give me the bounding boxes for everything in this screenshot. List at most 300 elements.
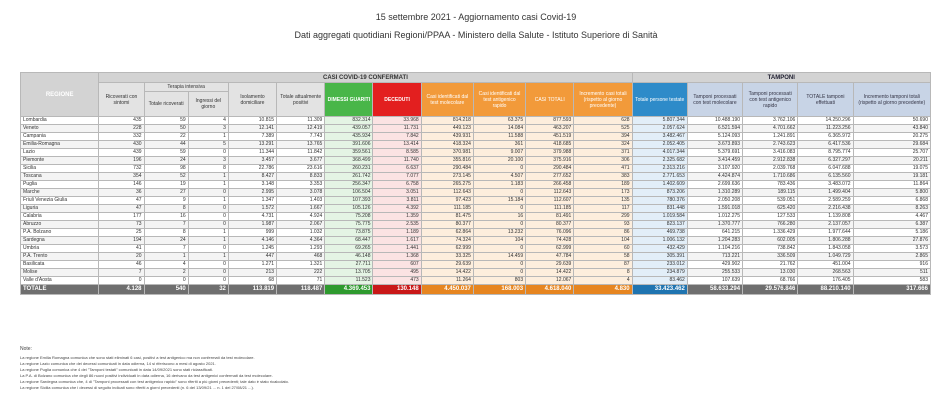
table-cell: 41 <box>99 245 144 253</box>
table-cell: 19.075 <box>853 165 930 173</box>
table-cell: 11.740 <box>373 157 421 165</box>
table-cell: 439.057 <box>325 125 373 133</box>
table-cell: 20.275 <box>853 133 930 141</box>
region-name-cell: Lombardia <box>21 117 99 125</box>
table-cell: 355.816 <box>421 157 473 165</box>
table-cell: 6.327.297 <box>798 157 853 165</box>
table-cell: 173 <box>574 189 632 197</box>
table-cell: 2.589.259 <box>798 197 853 205</box>
table-cell: 3.673.893 <box>687 141 742 149</box>
table-cell: 20 <box>99 253 144 261</box>
table-cell: 2.743.623 <box>743 141 798 149</box>
table-cell: 255.533 <box>687 269 742 277</box>
table-cell: 104 <box>574 237 632 245</box>
table-cell: 1.977.644 <box>798 229 853 237</box>
table-cell: 189 <box>574 181 632 189</box>
table-cell: 2.865 <box>853 253 930 261</box>
total-cell: 168.003 <box>473 285 525 295</box>
table-cell: 27.711 <box>325 261 373 269</box>
table-cell: 2.057.624 <box>632 125 687 133</box>
table-cell: 324 <box>574 141 632 149</box>
table-cell: 6.387 <box>853 221 930 229</box>
table-cell: 33.968 <box>373 117 421 125</box>
table-cell: 277.652 <box>526 173 574 181</box>
table-cell: 12.141 <box>228 125 276 133</box>
region-name-cell: Emilia-Romagna <box>21 141 99 149</box>
notes-lines <box>20 355 920 391</box>
table-cell: 7 <box>144 221 188 229</box>
table-cell: 2.535 <box>373 221 421 229</box>
table-cell: 0 <box>188 261 228 269</box>
header-attualmente-positivi: Totale attualmente positivi <box>277 83 325 117</box>
table-cell: 19.181 <box>853 173 930 181</box>
note-line: La regione Sardegna comunica che, 4 di "Tamponi processati con test antigenico rapido" sono riferiti a più giorni precedenti; tale dato è stato ricalcolato. <box>20 379 289 384</box>
table-cell: 4.424.874 <box>687 173 742 181</box>
table-cell: 435.934 <box>325 133 373 141</box>
table-cell: 418.685 <box>526 141 574 149</box>
table-cell: 0 <box>473 205 525 213</box>
table-cell: 0 <box>188 189 228 197</box>
note-line: La regione Emilia Romagna comunica che sono stati eliminati 6 casi, positivi a test antigenico ma non confermati da test molecolare. <box>20 355 255 360</box>
table-cell: 3.573 <box>853 245 930 253</box>
table-cell: 5.186 <box>853 229 930 237</box>
table-cell: 3.483.072 <box>798 181 853 189</box>
table-cell: 7.077 <box>373 173 421 181</box>
table-row <box>21 141 931 149</box>
region-name-cell: Umbria <box>21 245 99 253</box>
table-row <box>21 277 931 285</box>
region-name-cell: Friuli Venezia Giulia <box>21 197 99 205</box>
table-cell: 234.879 <box>632 269 687 277</box>
table-row <box>21 189 931 197</box>
table-cell: 52 <box>144 173 188 181</box>
table-row <box>21 213 931 221</box>
table-cell: 5.379.691 <box>687 149 742 157</box>
note-line: La regione Sicilia comunica che i decessi di seguito indicati sono riferiti a giorni precedenti (n. 6 del 13/09/21 ... n. 1 del 27/08/21 ...). <box>20 385 254 390</box>
table-cell: 80.377 <box>421 221 473 229</box>
table-cell: 1.347 <box>228 197 276 205</box>
region-name-cell: Valle d'Aosta <box>21 277 99 285</box>
table-cell: 9 <box>144 197 188 205</box>
table-cell: 2.699.636 <box>687 181 742 189</box>
table-cell: 1.370.777 <box>687 221 742 229</box>
table-cell: 111.185 <box>421 205 473 213</box>
table-cell: 196 <box>99 157 144 165</box>
table-cell: 16 <box>473 213 525 221</box>
table-cell: 25.707 <box>853 149 930 157</box>
table-cell: 3.078 <box>277 189 325 197</box>
table-cell: 68.766 <box>743 277 798 285</box>
table-cell: 111.185 <box>526 205 574 213</box>
table-cell: 1.499.404 <box>798 189 853 197</box>
table-cell: 59 <box>144 117 188 125</box>
table-cell: 27.876 <box>853 237 930 245</box>
table-cell: 22 <box>144 133 188 141</box>
table-cell: 877.593 <box>526 117 574 125</box>
total-cell: 130.148 <box>373 285 421 295</box>
table-cell: 0 <box>99 277 144 285</box>
table-row <box>21 149 931 157</box>
table-cell: 4.701.662 <box>743 125 798 133</box>
table-row <box>21 125 931 133</box>
region-name-cell: P.A. Bolzano <box>21 229 99 237</box>
table-cell: 50 <box>144 125 188 133</box>
total-cell: 540 <box>144 285 188 295</box>
table-cell: 8.795.774 <box>798 149 853 157</box>
header-group-tamponi: TAMPONI <box>632 73 930 83</box>
region-name-cell: Sardegna <box>21 237 99 245</box>
region-name-cell: Molise <box>21 269 99 277</box>
table-row <box>21 173 931 181</box>
note-line: La regione Puglia comunica che 4 dei "Tamponi testati" comunicati in data 14/09/2021 sono stati riclassificati. <box>20 367 213 372</box>
report-subtitle: Dati aggregati quotidiani Regioni/PPAA - Ministero della Salute - Istituto Superiore di Sanità <box>294 30 658 40</box>
table-cell: 11.264 <box>421 277 473 285</box>
table-cell: 3.677 <box>277 157 325 165</box>
table-cell: 4.924 <box>277 213 325 221</box>
table-cell: 62.999 <box>421 245 473 253</box>
table-cell: 0 <box>473 269 525 277</box>
table-cell: 1.012.275 <box>687 213 742 221</box>
table-cell: 1.019.584 <box>632 213 687 221</box>
table-row <box>21 245 931 253</box>
table-cell: 97.423 <box>421 197 473 205</box>
table-cell: 525 <box>574 125 632 133</box>
table-cell: 1.241.891 <box>743 133 798 141</box>
table-cell: 1.591.018 <box>687 205 742 213</box>
table-cell: 8.833 <box>277 173 325 181</box>
table-cell: 4.017.344 <box>632 149 687 157</box>
table-cell: 1.189 <box>373 229 421 237</box>
table-cell: 3.107.920 <box>687 165 742 173</box>
table-cell: 11.344 <box>228 149 276 157</box>
table-cell: 738.842 <box>743 245 798 253</box>
header-ricoverati: Ricoverati con sintomi <box>99 83 144 117</box>
table-cell: 107.393 <box>325 197 373 205</box>
table-cell: 104 <box>473 237 525 245</box>
table-cell: 10.488.190 <box>687 117 742 125</box>
table-cell: 13.705 <box>325 269 373 277</box>
table-cell: 831.448 <box>632 205 687 213</box>
table-cell: 0 <box>473 189 525 197</box>
total-cell: 29.576.846 <box>743 285 798 295</box>
table-cell: 24 <box>144 157 188 165</box>
table-cell: 290.484 <box>421 165 473 173</box>
table-cell: 74.428 <box>526 237 574 245</box>
table-cell: 379.988 <box>526 149 574 157</box>
table-cell: 4.731 <box>228 213 276 221</box>
table-cell: 0 <box>473 245 525 253</box>
table-cell: 4.507 <box>473 173 525 181</box>
header-regione: REGIONE <box>21 73 99 117</box>
total-label: TOTALE <box>21 285 99 295</box>
table-cell: 1.843.058 <box>798 245 853 253</box>
table-cell: 69.265 <box>325 245 373 253</box>
table-cell: 3.148 <box>228 181 276 189</box>
table-row <box>21 229 931 237</box>
table-cell: 36 <box>99 189 144 197</box>
table-cell: 451.519 <box>526 133 574 141</box>
table-cell: 13.414 <box>373 141 421 149</box>
table-cell: 8.585 <box>373 149 421 157</box>
table-cell: 135 <box>574 197 632 205</box>
header-incremento-tamponi: Incremento tamponi totali (rispetto al giorno precedente) <box>853 83 930 117</box>
table-cell: 371 <box>574 149 632 157</box>
header-tamponi-molecolare: Tamponi processati con test molecolare <box>687 83 742 117</box>
header-dimessi-guariti: DIMESSI GUARITI <box>325 83 373 117</box>
table-row <box>21 165 931 173</box>
table-cell: 4.364 <box>277 237 325 245</box>
table-cell: 10.815 <box>228 117 276 125</box>
table-cell: 607 <box>373 261 421 269</box>
header-deceduti: DECEDUTI <box>373 83 421 117</box>
header-tamponi-antigenico: Tamponi processati con test antigenico rapido <box>743 83 798 117</box>
table-cell: 641.215 <box>687 229 742 237</box>
table-cell: 0 <box>188 221 228 229</box>
header-terapia-intensiva: Terapia intensiva <box>144 83 228 92</box>
table-cell: 16 <box>144 213 188 221</box>
table-cell: 5.807.344 <box>632 117 687 125</box>
table-cell: 3 <box>188 125 228 133</box>
table-cell: 495 <box>373 269 421 277</box>
table-cell: 81.491 <box>526 213 574 221</box>
table-cell: 112.607 <box>526 197 574 205</box>
table-cell: 1 <box>188 133 228 141</box>
table-cell: 511 <box>853 269 930 277</box>
table-cell: 189.115 <box>743 189 798 197</box>
table-cell: 127.533 <box>743 213 798 221</box>
table-cell: 4 <box>188 117 228 125</box>
table-cell: 43.840 <box>853 125 930 133</box>
table-cell: 0 <box>188 205 228 213</box>
table-cell: 71 <box>277 277 325 285</box>
table-cell: 2.052.405 <box>632 141 687 149</box>
table-cell: 8.427 <box>228 173 276 181</box>
table-cell: 306 <box>574 157 632 165</box>
table-cell: 112.643 <box>526 189 574 197</box>
region-name-cell: Calabria <box>21 213 99 221</box>
region-name-cell: P.A. Trento <box>21 253 99 261</box>
table-cell: 62.864 <box>421 229 473 237</box>
table-cell: 21.762 <box>743 261 798 269</box>
table-cell: 6.868 <box>853 197 930 205</box>
table-cell: 0 <box>188 269 228 277</box>
region-name-cell: Puglia <box>21 181 99 189</box>
table-cell: 1 <box>188 173 228 181</box>
table-cell: 7 <box>99 269 144 277</box>
table-cell: 0 <box>188 149 228 157</box>
region-name-cell: Sicilia <box>21 165 99 173</box>
table-cell: 50.690 <box>853 117 930 125</box>
table-cell: 13.765 <box>277 141 325 149</box>
table-cell: 13.030 <box>743 269 798 277</box>
table-cell: 98 <box>144 165 188 173</box>
table-cell: 0 <box>473 165 525 173</box>
table-cell: 0 <box>188 245 228 253</box>
total-cell: 4.450.037 <box>421 285 473 295</box>
table-cell: 213 <box>228 269 276 277</box>
table-cell: 3.353 <box>277 181 325 189</box>
table-cell: 46 <box>99 261 144 269</box>
table-cell: 8 <box>144 205 188 213</box>
table-cell: 93 <box>574 221 632 229</box>
table-cell: 628 <box>574 117 632 125</box>
table-cell: 432.429 <box>632 245 687 253</box>
table-cell: 2.039.768 <box>743 165 798 173</box>
header-incremento-casi: Incremento casi totali (rispetto al giorno precedente) <box>574 83 632 117</box>
table-cell: 60 <box>574 245 632 253</box>
table-cell: 273.145 <box>421 173 473 181</box>
table-cell: 4.467 <box>853 213 930 221</box>
region-name-cell: Campania <box>21 133 99 141</box>
table-cell: 916 <box>853 261 930 269</box>
table-cell: 3.762.106 <box>743 117 798 125</box>
table-cell: 14.084 <box>473 125 525 133</box>
table-cell: 1.204.283 <box>687 237 742 245</box>
table-row <box>21 237 931 245</box>
table-cell: 1.403 <box>277 197 325 205</box>
table-cell: 361 <box>473 141 525 149</box>
region-name-cell: Piemonte <box>21 157 99 165</box>
total-cell: 118.487 <box>277 285 325 295</box>
table-cell: 44 <box>144 141 188 149</box>
table-cell: 107.639 <box>687 277 742 285</box>
table-cell: 14.422 <box>526 269 574 277</box>
table-cell: 13.291 <box>228 141 276 149</box>
table-cell: 1.710.686 <box>743 173 798 181</box>
table-cell: 68.447 <box>325 237 373 245</box>
table-cell: 14.422 <box>421 269 473 277</box>
region-name-cell: Toscana <box>21 173 99 181</box>
table-cell: 359.561 <box>325 149 373 157</box>
table-cell: 394 <box>574 133 632 141</box>
table-cell: 9.007 <box>473 149 525 157</box>
region-name-cell: Veneto <box>21 125 99 133</box>
notes-section <box>20 346 920 391</box>
total-cell: 113.819 <box>228 285 276 295</box>
table-cell: 5.124.093 <box>687 133 742 141</box>
table-cell: 2.771.653 <box>632 173 687 181</box>
table-cell: 2.137.057 <box>798 221 853 229</box>
table-row <box>21 133 931 141</box>
table-cell: 8.263 <box>853 205 930 213</box>
covid-data-table <box>20 72 931 295</box>
table-cell: 1 <box>188 237 228 245</box>
table-cell: 4 <box>574 277 632 285</box>
table-cell: 439.931 <box>421 133 473 141</box>
table-cell: 19 <box>144 181 188 189</box>
table-cell: 2.995 <box>228 189 276 197</box>
table-cell: 62.999 <box>526 245 574 253</box>
table-cell: 4.146 <box>228 237 276 245</box>
table-cell: 256.347 <box>325 181 373 189</box>
table-cell: 11.731 <box>373 125 421 133</box>
header-casi-molecolare: Casi identificati dal test molecolare <box>421 83 473 117</box>
table-cell: 803 <box>473 277 525 285</box>
table-cell: 823.137 <box>632 221 687 229</box>
table-cell: 999 <box>228 229 276 237</box>
table-cell: 76.096 <box>526 229 574 237</box>
header-group-casi: CASI COVID-19 CONFERMATI <box>99 73 632 83</box>
table-cell: 22.786 <box>228 165 276 173</box>
total-cell: 4.618.040 <box>526 285 574 295</box>
table-cell: 299 <box>574 213 632 221</box>
table-cell: 75.775 <box>325 221 373 229</box>
table-cell: 1.293 <box>277 245 325 253</box>
table-cell: 1.359 <box>373 213 421 221</box>
table-cell: 4.392 <box>373 205 421 213</box>
header-ingressi-giorno: Ingressi del giorno <box>188 92 228 117</box>
table-cell: 15.184 <box>473 197 525 205</box>
table-cell: 74.324 <box>421 237 473 245</box>
table-cell: 7 <box>144 245 188 253</box>
table-cell: 2.912.838 <box>743 157 798 165</box>
table-cell: 6.521.594 <box>687 125 742 133</box>
table-cell: 439 <box>99 149 144 157</box>
table-cell: 3.482.467 <box>632 133 687 141</box>
table-cell: 468 <box>277 253 325 261</box>
header-persone-testate: Totale persone testate <box>632 83 687 117</box>
region-name-cell: Lazio <box>21 149 99 157</box>
table-cell: 8 <box>574 269 632 277</box>
note-line: La P.A. di Bolzano comunica che degli 86 nuovi positivi individuati in data odierna, 16 derivano da test antigenici confermati da test molecolare. <box>20 373 273 378</box>
table-cell: 336.509 <box>743 253 798 261</box>
table-cell: 105.126 <box>325 205 373 213</box>
table-cell: 3.811 <box>373 197 421 205</box>
table-cell: 81.475 <box>421 213 473 221</box>
table-cell: 1.139.808 <box>798 213 853 221</box>
table-row <box>21 253 931 261</box>
table-cell: 1.617 <box>373 237 421 245</box>
table-row <box>21 205 931 213</box>
table-cell: 383 <box>574 173 632 181</box>
table-cell: 83.462 <box>632 277 687 285</box>
table-cell: 354 <box>99 173 144 181</box>
table-cell: 1 <box>188 197 228 205</box>
table-cell: 6.758 <box>373 181 421 189</box>
table-cell: 3 <box>188 157 228 165</box>
total-cell: 4.830 <box>574 285 632 295</box>
table-cell: 5.800 <box>853 189 930 197</box>
table-cell: 75.208 <box>325 213 373 221</box>
table-cell: 29.684 <box>853 141 930 149</box>
table-cell: 47 <box>99 197 144 205</box>
table-cell: 435 <box>99 117 144 125</box>
table-cell: 63.375 <box>473 117 525 125</box>
table-cell: 6.047.688 <box>798 165 853 173</box>
table-cell: 539.051 <box>743 197 798 205</box>
table-cell: 2 <box>144 269 188 277</box>
table-row <box>21 181 931 189</box>
table-cell: 46.148 <box>325 253 373 261</box>
table-cell: 5 <box>188 141 228 149</box>
table-cell: 375.916 <box>526 157 574 165</box>
table-cell: 463.207 <box>526 125 574 133</box>
table-cell: 1 <box>188 253 228 261</box>
table-cell: 1.245 <box>228 245 276 253</box>
table-cell: 2.067 <box>277 221 325 229</box>
table-cell: 832.314 <box>325 117 373 125</box>
table-cell: 86 <box>574 229 632 237</box>
table-cell: 430 <box>99 141 144 149</box>
table-cell: 1.441 <box>373 245 421 253</box>
table-cell: 1.402.609 <box>632 181 687 189</box>
table-cell: 6.417.536 <box>798 141 853 149</box>
table-cell: 429.902 <box>687 261 742 269</box>
table-row <box>21 221 931 229</box>
table-cell: 176.405 <box>798 277 853 285</box>
table-cell: 0 <box>144 277 188 285</box>
table-cell: 11.523 <box>325 277 373 285</box>
